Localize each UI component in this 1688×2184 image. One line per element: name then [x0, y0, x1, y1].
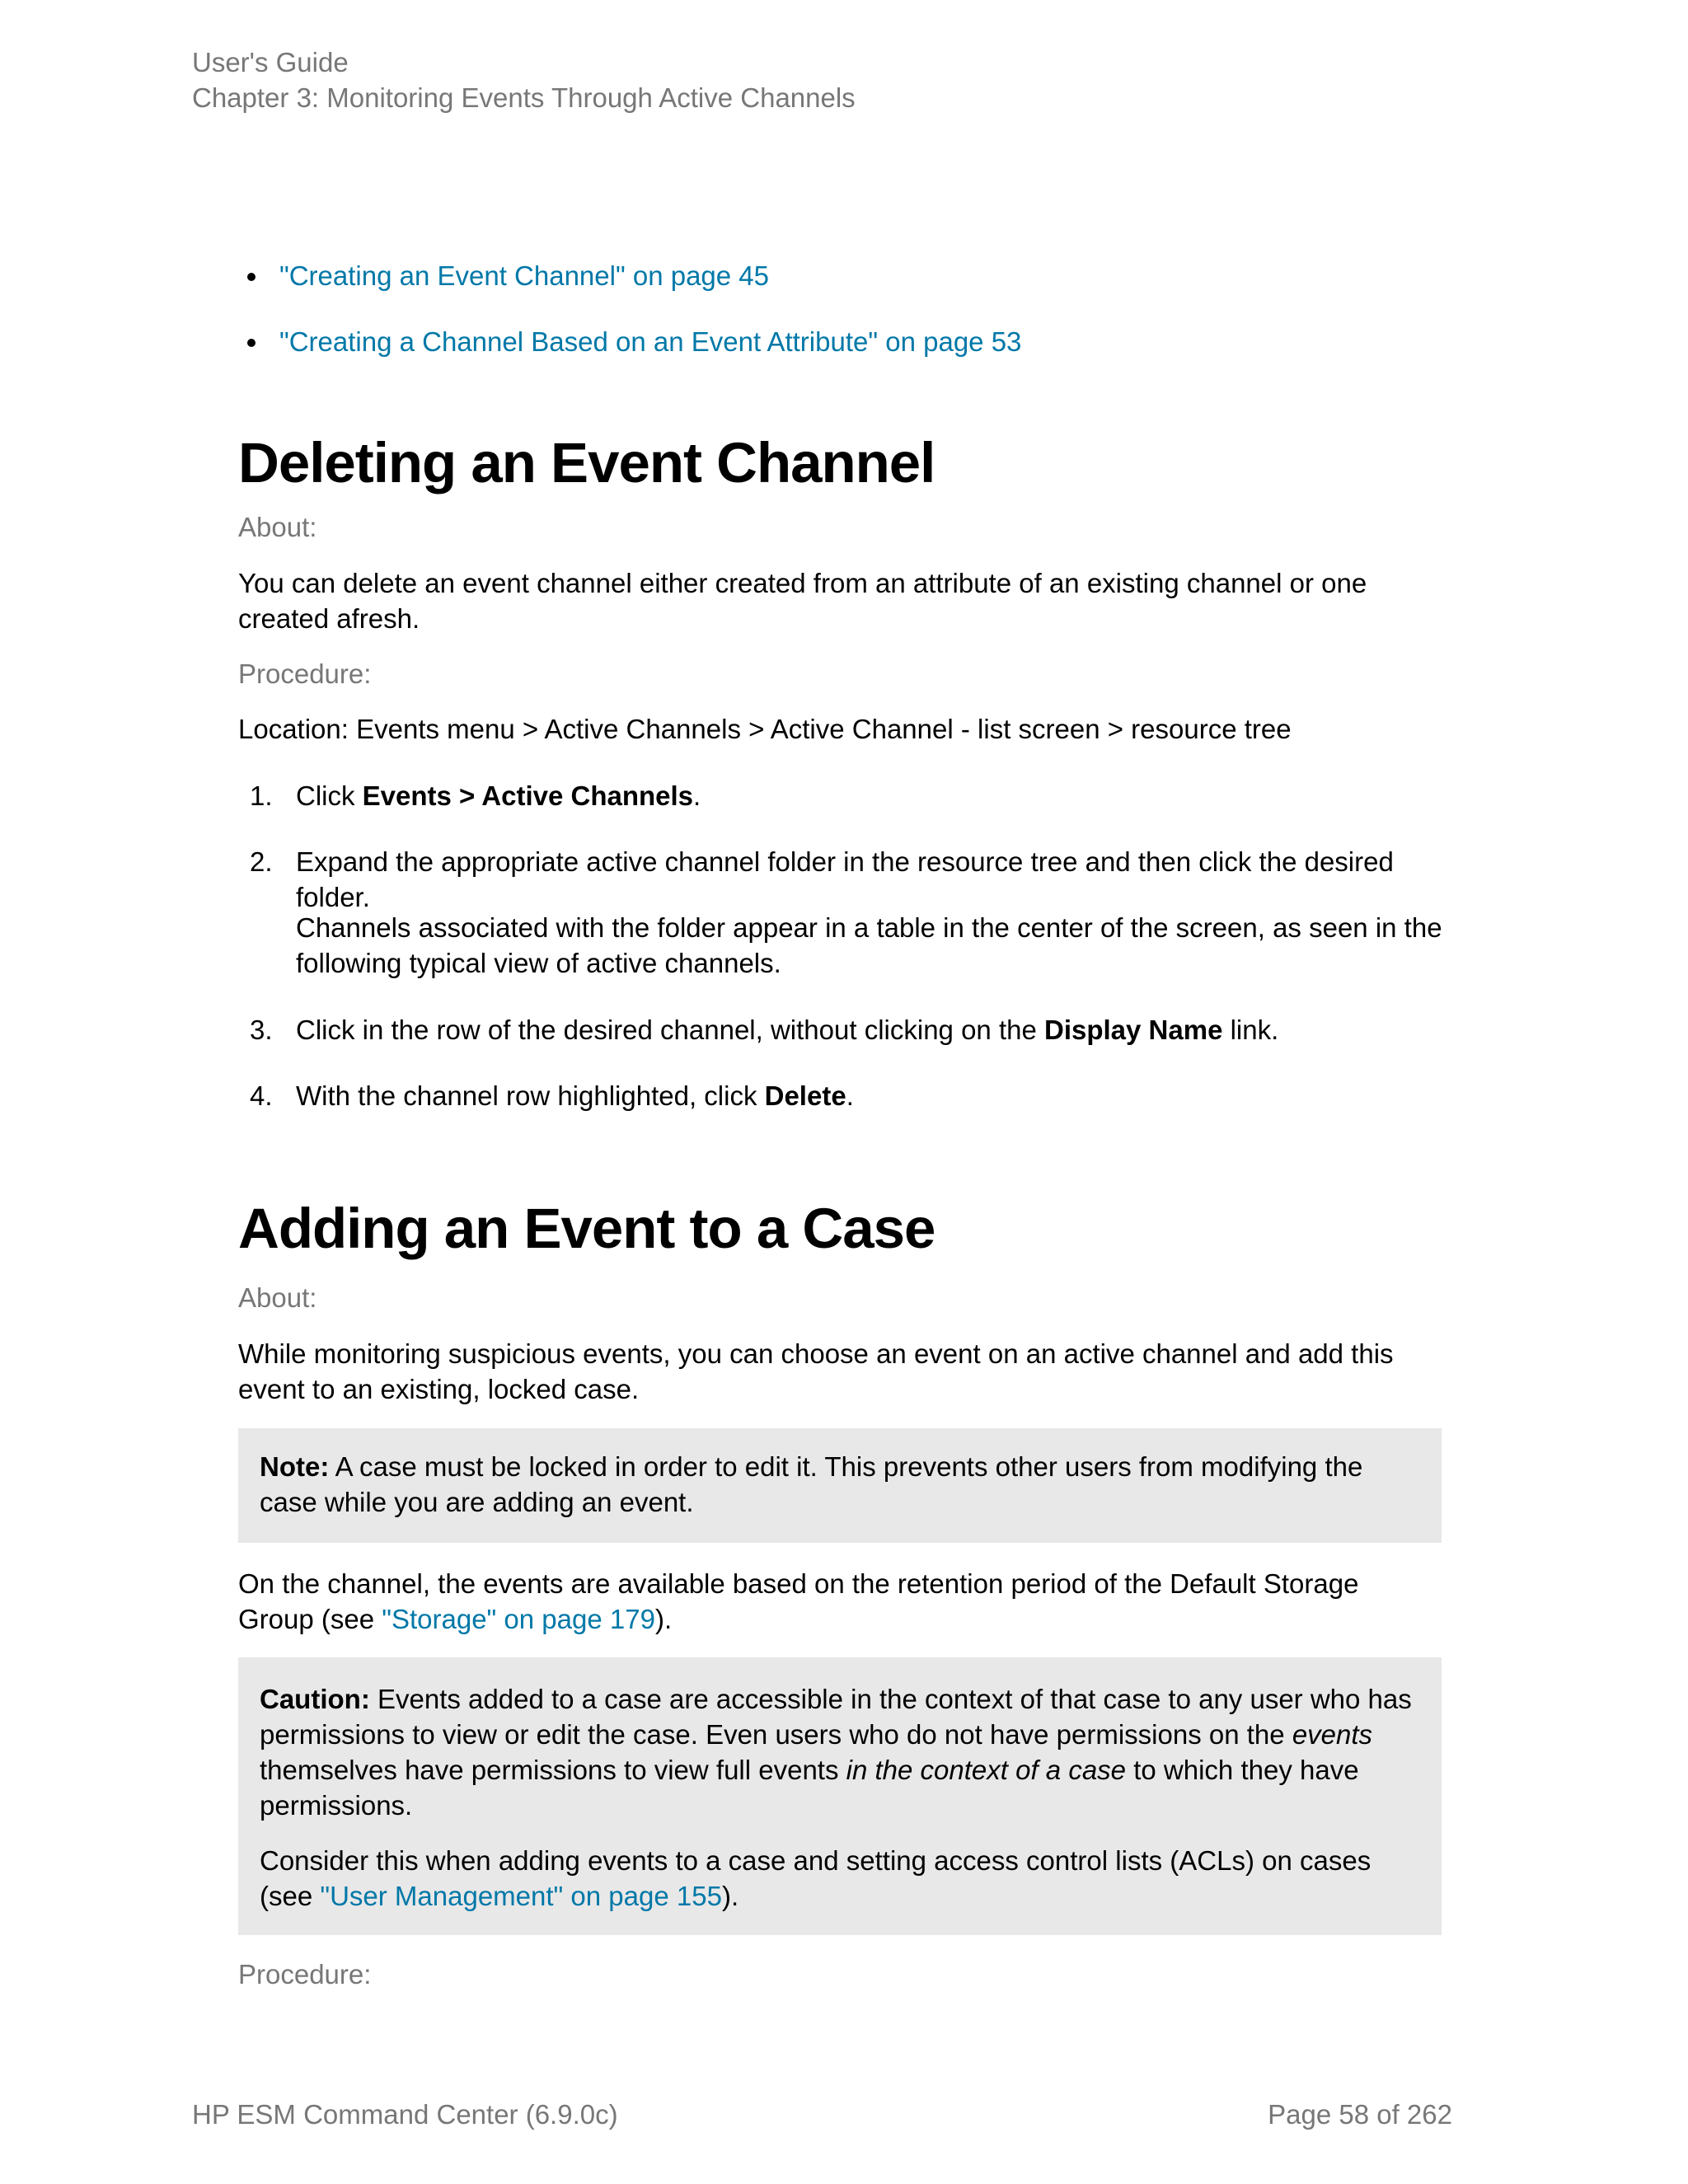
caution-body: Consider this when adding events to a case and setting access control lists (ACLs) on cases (see — [260, 1845, 1372, 1911]
caution-emphasis: events — [1292, 1719, 1373, 1750]
retention-body: On the channel, the events are available based on the retention period of the Default Storage Group (see — [238, 1568, 1359, 1634]
user-management-link[interactable]: "User Management" on page 155 — [320, 1881, 722, 1911]
caution-label: Caution: — [260, 1684, 370, 1714]
step-2-detail: Channels associated with the folder appear in a table in the center of the screen, as seen in the following typical view of active channels. — [296, 912, 1442, 978]
procedure-label: Procedure: — [238, 658, 372, 689]
section-title-adding: Adding an Event to a Case — [238, 1197, 935, 1260]
step-2: Expand the appropriate active channel folder in the resource tree and then click the desired folder. — [296, 846, 1394, 912]
caution-body: to which they have permissions. — [260, 1755, 1359, 1821]
about-text: You can delete an event channel either created from an attribute of an existing channel or one created afresh. — [238, 568, 1367, 634]
step-3 — [296, 1012, 1458, 1047]
ui-term: Delete — [764, 1080, 846, 1111]
storage-link[interactable]: "Storage" on page 179 — [382, 1604, 655, 1634]
note-text — [260, 1449, 1422, 1520]
step-text: With the channel row highlighted, click — [296, 1080, 765, 1111]
step-number: 4. — [250, 1080, 273, 1111]
caution-consider-text — [260, 1843, 1422, 1914]
caution-emphasis: in the context of a case — [846, 1755, 1127, 1785]
related-link-creating-event-channel[interactable]: "Creating an Event Channel" on page 45 — [279, 260, 770, 291]
bullet-dot — [247, 339, 256, 347]
step-text: Click in the row of the desired channel, without clicking on the — [296, 1015, 1044, 1045]
running-header-chapter: Chapter 3: Monitoring Events Through Active Channels — [192, 82, 856, 113]
caution-callout — [238, 1657, 1442, 1935]
step-number: 3. — [250, 1015, 273, 1045]
running-header-guide: User's Guide — [192, 47, 349, 77]
step-number: 1. — [250, 780, 273, 811]
note-label: Note: — [260, 1451, 330, 1482]
caution-text — [260, 1681, 1422, 1823]
footer-product: HP ESM Command Center (6.9.0c) — [192, 2099, 618, 2130]
step-number: 2. — [250, 846, 273, 877]
footer-page-number: Page 58 of 262 — [1268, 2099, 1452, 2130]
section-title-deleting: Deleting an Event Channel — [238, 431, 935, 494]
note-body: A case must be locked in order to edit it. This prevents other users from modifying the case while you are adding an event. — [260, 1451, 1363, 1517]
retention-text — [238, 1566, 1442, 1637]
related-link-channel-based-on-attribute[interactable]: "Creating a Channel Based on an Event Attribute" on page 53 — [279, 326, 1022, 357]
caution-body: Events added to a case are accessible in the context of that case to any user who has permissions to view or edit the case. Even users who do not have permissions on the — [260, 1684, 1412, 1750]
step-text: . — [693, 780, 701, 811]
caution-body: themselves have permissions to view full events — [260, 1755, 846, 1785]
retention-end: ). — [654, 1604, 673, 1634]
step-4 — [296, 1078, 1458, 1113]
ui-term: Display Name — [1043, 1015, 1223, 1045]
step-text: Click — [296, 780, 363, 811]
procedure-label: Procedure: — [238, 1959, 372, 1990]
caution-body: ). — [721, 1881, 739, 1911]
about-label: About: — [238, 1282, 317, 1313]
ui-path: Events > Active Channels — [362, 780, 694, 811]
note-callout — [238, 1428, 1442, 1543]
about-label: About: — [238, 512, 317, 542]
step-text: link. — [1222, 1015, 1279, 1045]
bullet-dot — [247, 273, 256, 281]
step-1 — [296, 778, 1458, 813]
about-text: While monitoring suspicious events, you can choose an event on an active channel and add this event to an existing, locked case. — [238, 1338, 1394, 1404]
step-text: . — [846, 1080, 854, 1111]
location-text: Location: Events menu > Active Channels > Active Channel - list screen > resource tree — [238, 714, 1292, 744]
